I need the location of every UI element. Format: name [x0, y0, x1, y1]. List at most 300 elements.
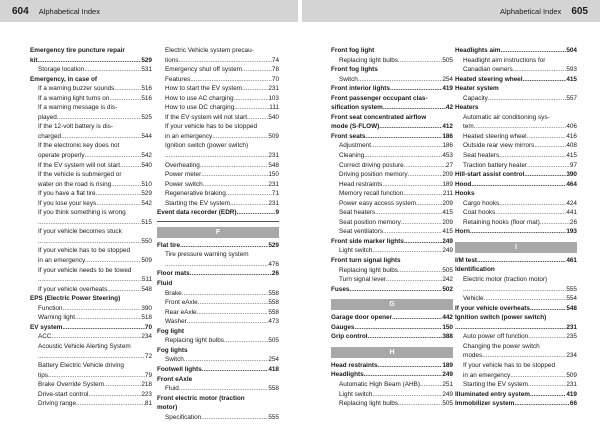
- entry-label: Retaining hooks (floor mat): [463, 218, 540, 226]
- index-entry: [331, 161, 453, 171]
- index-entry: [30, 189, 152, 199]
- index-entry: [30, 361, 152, 371]
- index-entry: [157, 113, 279, 123]
- dot-leader: [247, 113, 268, 123]
- index-entry: [30, 266, 152, 276]
- entry-label: Headlight aim instructions for: [463, 56, 546, 64]
- index-entry: [30, 371, 152, 381]
- dot-leader: [513, 65, 567, 75]
- entry-page-number: 189: [442, 361, 453, 369]
- dot-leader: [383, 103, 446, 113]
- index-entry: [157, 132, 279, 142]
- index-entry: [30, 65, 152, 75]
- index-entry: [331, 361, 453, 371]
- entry-page-number: 505: [442, 56, 453, 64]
- entry-page-number: 408: [566, 142, 577, 150]
- index-entry: [455, 218, 577, 228]
- left-page-number: 604: [12, 5, 29, 17]
- entry-label: If your vehicle has to be stopped: [38, 247, 131, 255]
- index-entry: [157, 75, 279, 85]
- index-column-3: [331, 46, 453, 409]
- dot-leader: [500, 46, 566, 56]
- entry-page-number: 516: [141, 94, 152, 102]
- entry-label: Head restraints: [339, 180, 383, 188]
- entry-list: [331, 361, 453, 409]
- dot-leader: [179, 56, 272, 66]
- entry-page-number: 223: [141, 390, 152, 398]
- dot-leader: [190, 269, 272, 279]
- index-entry: [30, 399, 152, 409]
- entry-list: [157, 46, 279, 218]
- entry-page-number: 529: [141, 190, 152, 198]
- index-entry: [157, 65, 279, 75]
- dot-leader: [37, 56, 141, 66]
- entry-label: Automatic High Beam (AHB): [339, 380, 420, 388]
- dot-leader: [470, 227, 566, 237]
- index-entry: [30, 122, 152, 132]
- index-entry: [455, 227, 577, 237]
- entry-page-number: 558: [268, 289, 279, 297]
- index-entry: [331, 151, 453, 161]
- index-entry: [157, 141, 279, 151]
- index-entry: [30, 304, 152, 314]
- dot-leader: [96, 189, 142, 199]
- index-entry: [331, 285, 453, 295]
- entry-list: [331, 313, 453, 342]
- index-entry: [331, 370, 453, 380]
- dot-leader: [398, 266, 442, 276]
- entry-label: Replacing light bulbs: [339, 56, 398, 64]
- index-entry: [455, 103, 577, 113]
- dot-leader: [488, 94, 566, 104]
- dot-leader: [234, 103, 269, 113]
- entry-page-number: 558: [268, 308, 279, 316]
- index-entry: [331, 180, 453, 190]
- entry-label: If you have a flat tire: [38, 190, 96, 198]
- entry-page-number: 235: [566, 333, 577, 341]
- entry-label: Hooks: [455, 190, 475, 198]
- dot-leader: [527, 161, 570, 171]
- entry-page-number: 516: [141, 85, 152, 93]
- dot-leader: [109, 94, 141, 104]
- entry-page-number: 544: [141, 132, 152, 140]
- index-entry: [331, 170, 453, 180]
- right-page-number: 605: [571, 5, 588, 17]
- index-column-4: [455, 46, 577, 409]
- entry-label: If your vehicle needs to be towed: [38, 266, 132, 274]
- index-entry: [30, 46, 152, 56]
- index-entry: [455, 65, 577, 75]
- entry-label: Traction battery heater: [463, 161, 528, 169]
- index-entry: [157, 327, 279, 337]
- index-entry: [157, 122, 279, 132]
- entry-label: If the EV system will not start: [38, 161, 121, 169]
- index-entry: [157, 346, 279, 356]
- entry-page-number: 558: [268, 385, 279, 393]
- entry-page-number: 150: [268, 171, 279, 179]
- entry-page-number: 515: [141, 218, 152, 226]
- entry-label: Switch: [165, 356, 184, 364]
- dot-leader: [477, 256, 566, 266]
- entry-label: Emergency tire puncture repair: [30, 47, 125, 54]
- index-entry: [331, 218, 453, 228]
- index-entry: [455, 332, 577, 342]
- entry-label: Seat ventilators: [339, 228, 384, 236]
- index-entry: [157, 336, 279, 346]
- entry-label: Auto power off function: [463, 333, 529, 341]
- entry-label: Front turn signal lights: [331, 257, 401, 265]
- entry-page-number: 81: [144, 400, 152, 408]
- entry-label: Seat heaters: [339, 209, 376, 217]
- entry-label: played: [38, 113, 57, 121]
- index-entry: [331, 266, 453, 276]
- index-entry: [30, 323, 152, 333]
- index-entry: [331, 208, 453, 218]
- index-entry: [30, 275, 152, 285]
- index-entry: [455, 380, 577, 390]
- dot-leader: [416, 199, 442, 209]
- dot-leader: [524, 170, 566, 180]
- index-entry: [157, 94, 279, 104]
- dot-leader: [184, 355, 269, 365]
- entry-page-number: 505: [442, 400, 453, 408]
- entry-page-number: 511: [141, 276, 152, 284]
- index-entry: [30, 84, 152, 94]
- entry-page-number: 72: [144, 352, 152, 360]
- entry-label: EPS (Electric Power Steering): [30, 295, 121, 303]
- index-entry: [157, 103, 279, 113]
- entry-label: Immobilizer system: [455, 400, 515, 408]
- entry-label: Illuminated entry system: [455, 390, 530, 398]
- dot-leader: [190, 75, 272, 85]
- entry-label: Driving range: [38, 400, 77, 408]
- dot-leader: [392, 313, 442, 323]
- entry-label: tips: [38, 371, 48, 379]
- entry-label: Switch: [339, 75, 358, 83]
- dot-leader: [180, 241, 268, 251]
- entry-label: Vehicle: [463, 295, 484, 303]
- entry-label: If you think something is wrong: [38, 209, 126, 217]
- index-entry: [157, 208, 279, 218]
- dot-leader: [364, 151, 442, 161]
- index-entry: [157, 180, 279, 190]
- dot-leader: [379, 122, 442, 132]
- index-entry: [331, 141, 453, 151]
- entry-page-number: 441: [566, 209, 577, 217]
- entry-page-number: 415: [442, 228, 453, 236]
- entry-page-number: 231: [268, 199, 279, 207]
- entry-page-number: 231: [268, 85, 279, 93]
- index-entry: [157, 365, 279, 375]
- entry-label: Adjustment: [339, 142, 371, 150]
- entry-page-number: 74: [271, 56, 279, 64]
- entry-label: Grip control: [331, 333, 368, 341]
- entry-page-number: 473: [268, 318, 279, 326]
- entry-page-number: 593: [566, 66, 577, 74]
- index-entry: [30, 56, 152, 66]
- entry-page-number: 42: [445, 104, 453, 112]
- entry-label: Acoustic Vehicle Alerting System: [38, 342, 131, 350]
- dot-leader: [85, 151, 142, 161]
- entry-label: Emergency shut off system: [165, 66, 242, 74]
- dot-leader: [398, 56, 442, 66]
- entry-label: Regenerative braking: [165, 190, 226, 198]
- dot-leader: [76, 399, 145, 409]
- index-entry: [30, 94, 152, 104]
- entry-label: in an emergency: [463, 371, 511, 379]
- entry-label: Memory recall function: [339, 190, 404, 198]
- entry-label: tions: [165, 56, 179, 64]
- index-entry: [455, 151, 577, 161]
- entry-label: Turn signal lever: [339, 276, 387, 284]
- entry-label: If your vehicle overheats: [38, 285, 108, 293]
- entry-page-number: 249: [442, 247, 453, 255]
- index-entry: [30, 237, 152, 247]
- entry-label: How to start the EV system: [165, 85, 243, 93]
- index-entry: [331, 56, 453, 66]
- entry-label: Gauges: [331, 323, 355, 331]
- entry-page-number: 26: [271, 270, 279, 278]
- index-entry: [455, 265, 577, 275]
- index-entry: [331, 122, 453, 132]
- index-entry: [331, 113, 453, 123]
- entry-page-number: 209: [442, 199, 453, 207]
- index-entry: [30, 132, 152, 142]
- entry-label: Event data recorder (EDR): [157, 209, 237, 217]
- index-entry: [331, 227, 453, 237]
- entry-label: If a warning buzzer sounds: [38, 85, 115, 93]
- index-entry: [157, 413, 279, 423]
- entry-page-number: 531: [141, 66, 152, 74]
- dot-leader: [197, 308, 269, 318]
- dot-leader: [165, 260, 268, 270]
- entry-page-number: 186: [442, 142, 453, 150]
- dot-leader: [484, 294, 567, 304]
- entry-page-number: 509: [141, 257, 152, 265]
- entry-label: Fog light: [157, 327, 184, 335]
- index-entry: [157, 46, 279, 56]
- dot-leader: [372, 390, 442, 400]
- dot-leader: [201, 413, 268, 423]
- entry-page-number: 186: [442, 132, 453, 140]
- index-entry: [30, 208, 152, 218]
- entry-label: Front seat concentrated airflow: [331, 113, 427, 121]
- index-entry: [331, 237, 453, 247]
- entry-label: Heated steering wheel: [463, 132, 527, 140]
- dot-leader: [540, 218, 570, 228]
- dot-leader: [364, 370, 443, 380]
- entry-label: Identification: [455, 266, 495, 274]
- index-entry: [455, 141, 577, 151]
- index-entry: [30, 113, 152, 123]
- entry-label: Starting the EV system: [165, 199, 230, 207]
- entry-label: Replacing light bulbs: [165, 337, 224, 345]
- index-entry: [331, 332, 453, 342]
- entry-label: kit: [30, 56, 38, 64]
- entry-label: Battery Electric Vehicle driving: [38, 362, 124, 370]
- entry-label: Front passenger occupant clas-: [331, 94, 428, 102]
- entry-page-number: 218: [141, 381, 152, 389]
- entry-page-number: 78: [271, 66, 279, 74]
- dot-leader: [38, 275, 142, 285]
- entry-page-number: 540: [141, 161, 152, 169]
- index-entry: [157, 317, 279, 327]
- dot-leader: [514, 399, 570, 409]
- index-column-2: [157, 46, 279, 422]
- entry-page-number: 79: [144, 371, 152, 379]
- dot-leader: [84, 65, 141, 75]
- right-header-title: Alphabetical Index: [500, 6, 562, 16]
- dot-leader: [386, 275, 442, 285]
- section-rule: [157, 221, 279, 222]
- entry-label: If the vehicle is submerged or: [38, 171, 122, 179]
- dot-leader: [368, 332, 443, 342]
- index-entry: [455, 351, 577, 361]
- dot-leader: [96, 199, 141, 209]
- entry-page-number: 555: [566, 285, 577, 293]
- dot-leader: [38, 352, 145, 362]
- entry-page-number: 390: [141, 304, 152, 312]
- dot-leader: [371, 141, 442, 151]
- entry-label: Replacing light bulbs: [339, 266, 398, 274]
- right-page-header: [302, 0, 600, 22]
- index-entry: [157, 289, 279, 299]
- index-entry: [331, 275, 453, 285]
- entry-label: Front fog lights: [331, 66, 378, 74]
- dot-leader: [114, 84, 141, 94]
- entry-label: Heaters: [455, 104, 479, 112]
- entry-label: If a warning light turns on: [38, 94, 110, 102]
- index-entry: [30, 151, 152, 161]
- entry-page-number: 249: [442, 371, 453, 379]
- entry-page-number: 70: [271, 75, 279, 83]
- entry-page-number: 97: [569, 161, 577, 169]
- entry-page-number: 27: [445, 161, 453, 169]
- entry-label: Fuses: [331, 285, 350, 293]
- dot-leader: [390, 84, 442, 94]
- entry-label: Replacing light bulbs: [339, 400, 398, 408]
- entry-label: Washer: [165, 318, 187, 326]
- entry-page-number: 254: [268, 356, 279, 364]
- dot-leader: [471, 180, 566, 190]
- index-entry: [331, 199, 453, 209]
- entry-label: water on the road is rising: [38, 180, 112, 188]
- index-entry: [30, 75, 152, 85]
- dot-leader: [527, 132, 567, 142]
- index-entry: [455, 84, 577, 94]
- entry-label: Warning light: [38, 314, 76, 322]
- entry-page-number: 453: [442, 152, 453, 160]
- entry-label: Fluid: [165, 385, 179, 393]
- index-entry: [157, 384, 279, 394]
- dot-leader: [202, 365, 269, 375]
- dot-leader: [75, 313, 141, 323]
- entry-label: Head restraints: [331, 361, 378, 369]
- entry-label: If the 12-volt battery is dis-: [38, 123, 113, 131]
- index-entry: [30, 332, 152, 342]
- entry-page-number: 540: [268, 113, 279, 121]
- dot-leader: [230, 199, 268, 209]
- section-header-f: F: [157, 227, 279, 238]
- entry-label: Footwell lights: [157, 365, 202, 373]
- dot-leader: [383, 227, 442, 237]
- entry-label: Specification: [165, 413, 202, 421]
- entry-label: Hood: [455, 180, 472, 188]
- index-entry: [157, 308, 279, 318]
- index-entry: [331, 313, 453, 323]
- index-entry: [331, 65, 453, 75]
- index-entry: [331, 246, 453, 256]
- dot-leader: [398, 399, 442, 409]
- dot-leader: [226, 189, 272, 199]
- entry-label: Automatic air conditioning sys-: [463, 113, 550, 121]
- entry-label: Front seats: [331, 132, 366, 140]
- index-entry: [331, 84, 453, 94]
- entry-page-number: 390: [566, 171, 577, 179]
- entry-page-number: 9: [275, 209, 279, 217]
- index-entry: [157, 269, 279, 279]
- dot-leader: [201, 170, 268, 180]
- entry-page-number: 209: [442, 171, 453, 179]
- entry-label: Hill-start assist control: [455, 171, 525, 179]
- entry-label: If you lose your keys: [38, 199, 97, 207]
- index-entry: [331, 189, 453, 199]
- dot-leader: [530, 390, 566, 400]
- entry-label: operate properly: [38, 152, 85, 160]
- entry-page-number: 509: [268, 132, 279, 140]
- entry-label: If your vehicle becomes stuck: [38, 228, 122, 236]
- index-entry: [157, 161, 279, 171]
- dot-leader: [242, 65, 272, 75]
- entry-label: Ignition switch (power switch): [455, 314, 547, 322]
- index-entry: [30, 218, 152, 228]
- dot-leader: [372, 246, 442, 256]
- entry-page-number: 505: [442, 266, 453, 274]
- entry-page-number: 502: [442, 285, 453, 293]
- entry-label: If the electronic key does not: [38, 142, 120, 150]
- entry-label: Tire pressure warning system: [165, 251, 249, 259]
- dot-leader: [375, 208, 442, 218]
- entry-page-number: 70: [144, 323, 152, 331]
- dot-leader: [165, 151, 268, 161]
- entry-label: Light switch: [339, 390, 373, 398]
- entry-label: Fluid: [157, 280, 173, 288]
- index-entry: [455, 170, 577, 180]
- entry-page-number: 505: [268, 337, 279, 345]
- dot-leader: [401, 218, 443, 228]
- entry-page-number: 504: [566, 47, 577, 54]
- entry-label: Drive-start control: [38, 390, 89, 398]
- index-entry: [157, 151, 279, 161]
- index-entry: [331, 75, 453, 85]
- entry-label: Front side marker lights: [331, 237, 404, 245]
- entry-page-number: 554: [566, 295, 577, 303]
- entry-label: in an emergency: [38, 257, 86, 265]
- dot-leader: [463, 285, 566, 295]
- index-entry: [331, 256, 453, 266]
- dot-leader: [358, 75, 443, 85]
- entry-page-number: 416: [566, 132, 577, 140]
- entry-page-number: 249: [442, 237, 453, 245]
- dot-leader: [85, 256, 141, 266]
- entry-label: Cleaning: [339, 152, 365, 160]
- left-page-header: [0, 0, 298, 22]
- index-entry: [157, 394, 279, 404]
- dot-leader: [510, 371, 566, 381]
- entry-page-number: 234: [141, 333, 152, 341]
- entry-label: in an emergency: [165, 132, 213, 140]
- dot-leader: [182, 289, 269, 299]
